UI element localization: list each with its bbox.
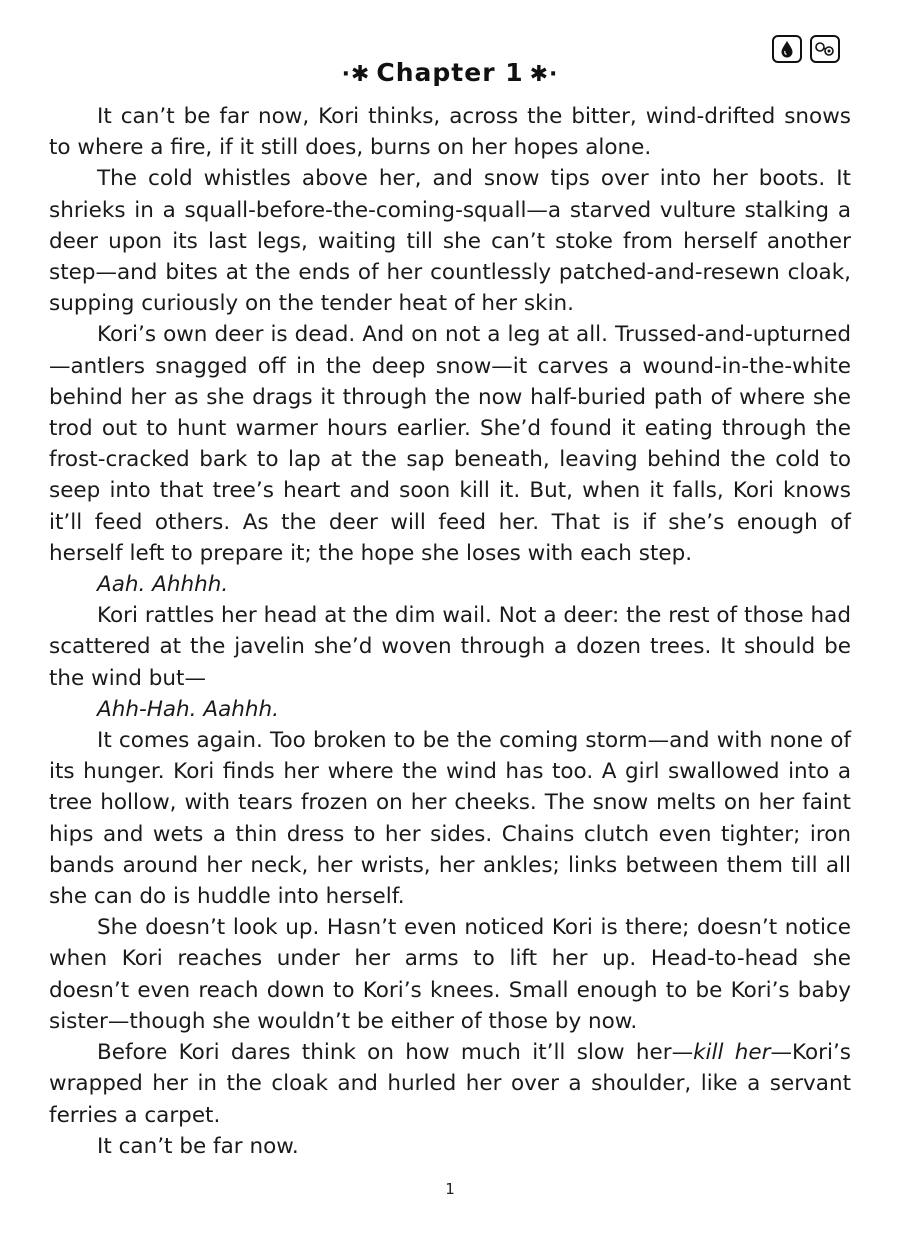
paragraph <box>49 694 851 725</box>
ornament-left: ·✱ <box>341 62 371 87</box>
paragraph: The cold whistles above her, and snow tips over into her boots. It shrieks in a squall-before-the-coming-squall—a starved vulture stalking a deer upon its last legs, waiting till she can’t stoke from herself another step—and bites at the ends of her countlessly patched-and-resewn cloak, supping curiously on the tender heat of her skin. <box>49 166 851 317</box>
page-number: 1 <box>445 1180 455 1198</box>
italic-sound: Aah. Ahhhh. <box>97 572 229 598</box>
italic-emphasis: kill her <box>693 1040 771 1066</box>
paragraph: It comes again. Too broken to be the coming storm—and with none of its hunger. Kori finds her where the wind has too. A girl swallowed into a tree hollow, with tears frozen on her cheeks. The snow melts on her faint hips and wets a thin dress to her sides. Chains clutch even tighter; iron bands around her neck, her wrists, her ankles; links between them till all she can do is huddle into herself. <box>49 728 851 910</box>
paragraph: Kori rattles her head at the dim wail. Not a deer: the rest of those had scattered at the javelin she’d woven through a dozen trees. It should be the wind but— <box>49 603 851 691</box>
chapter-body <box>49 101 851 1162</box>
paragraph: Kori’s own deer is dead. And on not a leg at all. Trussed-and-upturned—antlers snagged off in the deep snow—it carves a wound-in-the-white behind her as she drags it through the now half-buried path of where she trod out to hunt warmer hours earlier. She’d found it eating through the frost-cracked bark to lap at the sap beneath, leaving behind the cold to seep into that tree’s heart and soon kill it. But, when it falls, Kori knows it’ll feed others. As the deer will feed her. That is if she’s enough of herself left to prepare it; the hope she loses with each step. <box>49 322 851 566</box>
paragraph-text: Before Kori dares think on how much it’ll slow her— <box>97 1040 694 1066</box>
paragraph <box>49 1037 851 1131</box>
paragraph <box>49 569 851 600</box>
chapter-title: Chapter 1 <box>376 58 524 87</box>
chapter-heading <box>0 55 900 93</box>
paragraph: It can’t be far now. <box>97 1133 299 1159</box>
ornament-right: ✱· <box>529 62 559 87</box>
paragraph: It can’t be far now, Kori thinks, across the bitter, wind-drifted snows to where a fire, if it still does, burns on her hopes alone. <box>49 104 851 161</box>
paragraph-text: —Kori’s wrapped her in the cloak and hurled her over a shoulder, like a servant ferries a carpet. <box>49 1040 851 1128</box>
paragraph: She doesn’t look up. Hasn’t even noticed Kori is there; doesn’t notice when Kori reaches under her arms to lift her up. Head-to-head she doesn’t even reach down to Kori’s knees. Small enough to be Kori’s baby sister—though she wouldn’t be either of those by now. <box>49 915 851 1034</box>
italic-sound: Ahh-Hah. Aahhh. <box>97 696 279 722</box>
